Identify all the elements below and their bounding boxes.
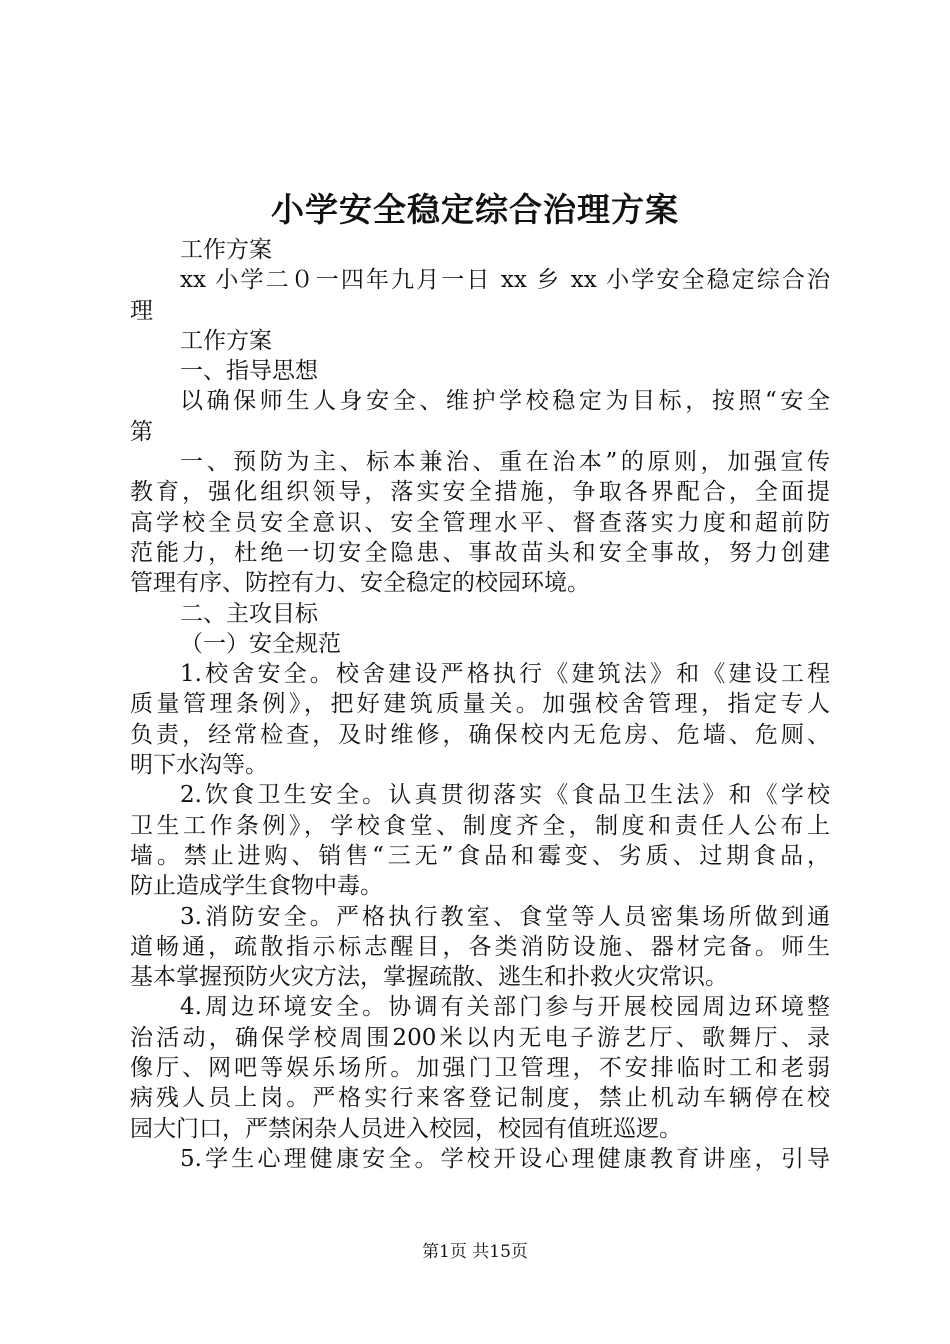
paragraph-line: 道畅通，疏散指示标志醒目，各类消防设施、器材完备。师生 xyxy=(130,933,830,960)
paragraph-line: 工作方案 xyxy=(180,327,272,354)
document-body xyxy=(130,235,830,1174)
paragraph-line: 高学校全员安全意识、安全管理水平、督查落实力度和超前防 xyxy=(130,509,830,536)
document-title: 小学安全稳定综合治理方案 xyxy=(271,190,679,229)
page-number-footer: 第1页 共15页 xyxy=(422,1242,528,1262)
paragraph-line: 理 xyxy=(130,297,153,324)
paragraph-line: 像厅、网吧等娱乐场所。加强门卫管理，不安排临时工和老弱 xyxy=(130,1055,830,1082)
paragraph-line: 2.饮食卫生安全。认真贯彻落实《食品卫生法》和《学校 xyxy=(180,782,830,809)
paragraph-line: 质量管理条例》，把好建筑质量关。加强校舍管理，指定专人 xyxy=(130,691,830,718)
paragraph-line: 墙。禁止进购、销售“三无”食品和霉变、劣质、过期食品， xyxy=(130,842,830,869)
paragraph-line: 治活动，确保学校周围200米以内无电子游艺厅、歌舞厅、录 xyxy=(130,1024,830,1051)
subsection-heading: （一）安全规范 xyxy=(180,630,341,657)
paragraph-line: 工作方案 xyxy=(180,237,272,263)
paragraph-line: 防止造成学生食物中毒。 xyxy=(130,873,383,900)
paragraph-line: 第 xyxy=(130,418,153,445)
section-heading: 一、指导思想 xyxy=(180,358,318,385)
paragraph-line: 一、预防为主、标本兼治、重在治本”的原则，加强宣传 xyxy=(180,449,830,476)
paragraph-line: 4.周边环境安全。协调有关部门参与开展校园周边环境整 xyxy=(180,994,830,1021)
paragraph-line: 卫生工作条例》，学校食堂、制度齐全，制度和责任人公布上 xyxy=(130,812,830,839)
paragraph-line: xx 小学二０一四年九月一日 xx 乡 xx 小学安全稳定综合治 xyxy=(180,267,830,294)
paragraph-line: 5.学生心理健康安全。学校开设心理健康教育讲座，引导 xyxy=(180,1145,830,1172)
paragraph-line: 管理有序、防控有力、安全稳定的校园环境。 xyxy=(130,570,590,597)
section-heading: 二、主攻目标 xyxy=(180,600,318,627)
paragraph-line: 病残人员上岗。严格实行来客登记制度，禁止机动车辆停在校 xyxy=(130,1085,830,1112)
paragraph-line: 范能力，杜绝一切安全隐患、事故苗头和安全事故，努力创建 xyxy=(130,539,830,566)
paragraph-line: 3.消防安全。严格执行教室、食堂等人员密集场所做到通 xyxy=(180,903,830,930)
paragraph-line: 基本掌握预防火灾方法，掌握疏散、逃生和扑救火灾常识。 xyxy=(130,964,728,991)
paragraph-line: 1.校舍安全。校舍建设严格执行《建筑法》和《建设工程 xyxy=(180,661,830,688)
paragraph-line: 明下水沟等。 xyxy=(130,752,268,779)
paragraph-line: 园大门口，严禁闲杂人员进入校园，校园有值班巡逻。 xyxy=(130,1115,682,1142)
paragraph-line: 负责，经常检查，及时维修，确保校内无危房、危墙、危厕、 xyxy=(130,721,830,748)
paragraph-line: 教育，强化组织领导，落实安全措施，争取各界配合，全面提 xyxy=(130,479,830,506)
paragraph-line: 以确保师生人身安全、维护学校稳定为目标，按照“安全 xyxy=(180,388,830,415)
